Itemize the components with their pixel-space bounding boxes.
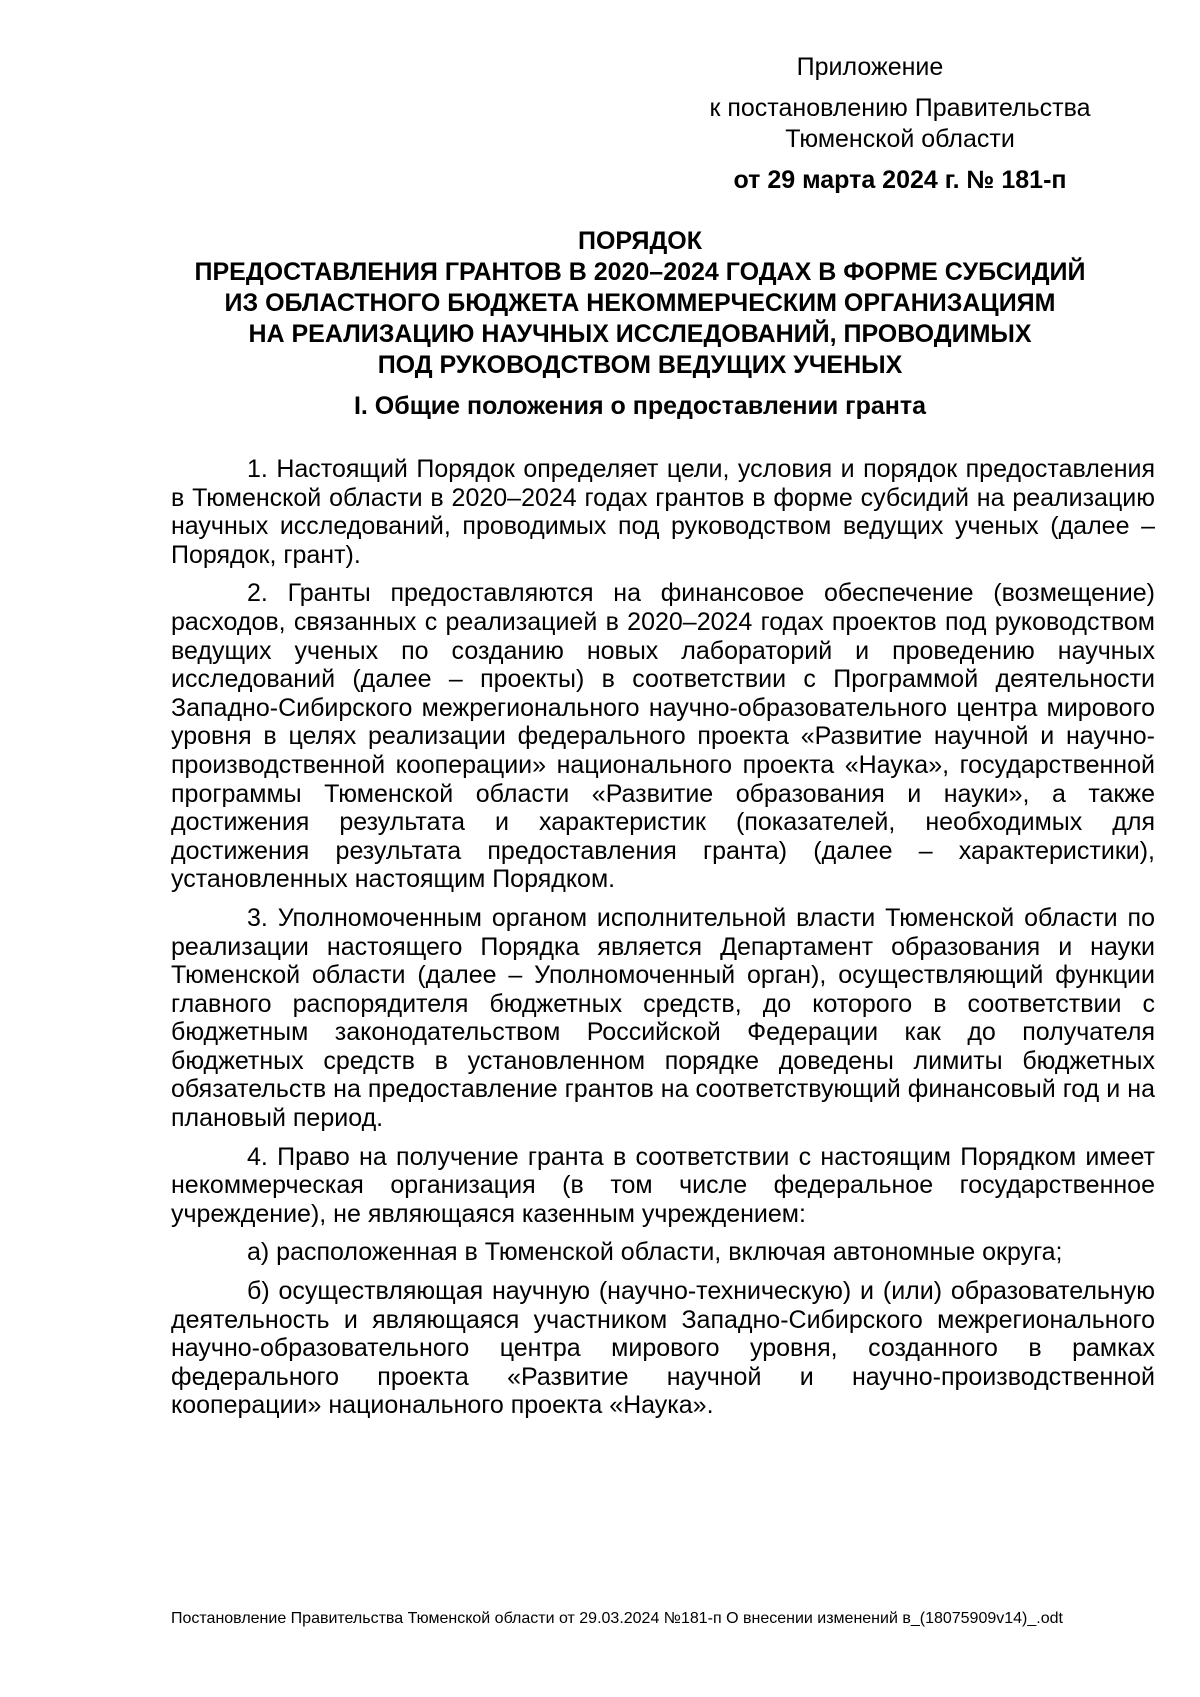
paragraph-4: 4. Право на получение гранта в соответствии с настоящим Порядком имеет некоммерческая организация (в том числе федеральное государственное учреждение), не являющаяся казенным учреждением: [171, 1142, 1155, 1228]
appendix-label: Приложение [796, 53, 944, 81]
title-line: ПОРЯДОК [578, 227, 702, 255]
title-line: ПОД РУКОВОДСТВОМ ВЕДУЩИХ УЧЕНЫХ [377, 351, 903, 379]
decree-reference-line2: Тюменской области [785, 125, 1015, 153]
title-line: ПРЕДОСТАВЛЕНИЯ ГРАНТОВ В 2020–2024 ГОДАХ В ФОРМЕ СУБСИДИЙ [194, 258, 1086, 286]
paragraph-3: 3. Уполномоченным органом исполнительной власти Тюменской области по реализации настоящего Порядка является Департамент образования и науки Тюменской области (далее – Уполномоченный орган), осуществляющий функции главного распорядителя бюджетных средств, до которого в соответствии с бюджетным законодательством Российской Федерации как до получателя бюджетных средств в установленном порядке доведены лимиты бюджетных обязательств на предоставление грантов на соответствующий финансовый год и на плановый период. [171, 903, 1155, 1133]
appendix-header [660, 52, 1140, 196]
paragraph-1: 1. Настоящий Порядок определяет цели, условия и порядок предоставления в Тюменской области в 2020–2024 годах грантов в форме субсидий на реализацию научных исследований, проводимых под руководством ведущих ученых (далее – Порядок, грант). [171, 455, 1155, 569]
paragraph-4b: б) осуществляющая научную (научно-техническую) и (или) образовательную деятельность и являющаяся участником Западно-Сибирского межрегионального научно-образовательного центра мирового уровня, созданного в рамках федерального проекта «Развитие научной и научно-производственной кооперации» национального проекта «Наука». [171, 1277, 1155, 1420]
section-heading: I. Общие положения о предоставлении гранта [353, 392, 927, 420]
document-title [150, 226, 1130, 381]
page-footer: Постановление Правительства Тюменской области от 29.03.2024 №181-п О внесении изменений в_(18075909v14)_.odt [171, 1610, 1063, 1627]
decree-date-number: от 29 марта 2024 г. № 181-п [733, 166, 1067, 194]
title-line: ИЗ ОБЛАСТНОГО БЮДЖЕТА НЕКОММЕРЧЕСКИМ ОРГАНИЗАЦИЯМ [224, 289, 1056, 317]
paragraph-4a: а) расположенная в Тюменской области, включая автономные округа; [247, 1238, 1063, 1267]
paragraph-2: 2. Гранты предоставляются на финансовое обеспечение (возмещение) расходов, связанных с реализацией в 2020–2024 годах проектов под руководством ведущих ученых по созданию новых лабораторий и проведению научных исследований (далее – проекты) в соответствии с Программой деятельности Западно-Сибирского межрегионального научно-образовательного центра мирового уровня в целях реализации федерального проекта «Развитие научной и научно-производственной кооперации» национального проекта «Наука», государственной программы Тюменской области «Развитие образования и науки», а также достижения результата и характеристик (показателей, необходимых для достижения результата предоставления гранта) (далее – характеристики), установленных настоящим Порядком. [171, 579, 1155, 894]
title-line: НА РЕАЛИЗАЦИЮ НАУЧНЫХ ИССЛЕДОВАНИЙ, ПРОВОДИМЫХ [248, 320, 1032, 348]
decree-reference-line1: к постановлению Правительства [709, 94, 1091, 122]
document-body [171, 455, 1155, 1430]
